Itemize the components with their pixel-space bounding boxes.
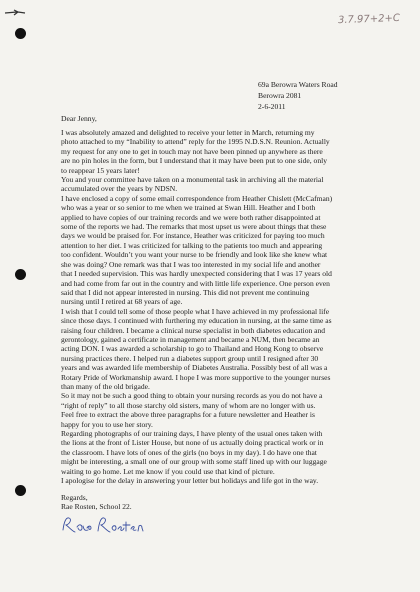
body-line: Feel free to extract the above three paragraphs for a future newsletter and Heather is [61, 410, 315, 420]
body-line: days we would be praised for. For instance, Heather was criticized for paying too much [61, 231, 325, 241]
body-line: than many of the old brigade. [61, 381, 150, 391]
body-line: “right of reply” to all those starchy old sisters, many of whom are no longer with us. [61, 400, 316, 410]
letter-date: 2-6-2011 [258, 102, 286, 111]
body-line: nursing until I retired at 68 years of age. [61, 297, 183, 307]
body-line: the classroom. I have lots of ones of the girls (no boys in my day). I do have one that [61, 447, 317, 457]
body-line: raising four children. I became a clinical nurse specialist in both diabetes education and [61, 325, 326, 335]
handwritten-reference-note: 3.7.97+2+C [337, 12, 401, 27]
body-line: are no pin holes in the form, but I understand that it may have been put to one side, only [61, 156, 327, 166]
punch-hole-middle [15, 269, 26, 280]
closing-regards: Regards, [61, 493, 88, 502]
body-line: who was a year or so senior to me when we trained at Swan Hill. Heather and I both [61, 203, 316, 213]
body-line: since those days. I continued with furthering my education in nursing, at the same time as [61, 316, 332, 326]
closing-name: Rae Rosten, School 22. [61, 502, 132, 512]
body-line: said that I did not appear interested in nursing. This did not prevent me continuing [61, 287, 310, 297]
body-line: photo attached to my “Inability to attend” reply for the 1995 N.D.S.N. Reunion. Actually [61, 137, 330, 147]
body-line: and had come from far out in the country and with little life experience. One person even [61, 278, 330, 288]
address-street: 69a Berowra Waters Road [258, 80, 338, 89]
body-line: I apologise for the delay in answering your letter but holidays and life got in the way. [61, 476, 319, 486]
body-line: too confident. Wouldn’t you want your nurse to be friendly and look like she knew what [61, 250, 328, 260]
body-line: acting DON. I was awarded a scholarship to go to Thailand and Hong Kong to observe [61, 344, 324, 354]
body-line: Rotary Pride of Workmanship award. I hope I was more supportive to the younger nurses [61, 372, 331, 382]
sender-address [258, 79, 338, 112]
body-line: nursing practices there. I helped run a diabetes support group until I resigned after 30 [61, 353, 319, 363]
body-line: to reappear 15 years later! [61, 165, 140, 175]
body-line: some of the reports we had. The remarks that most upset us were about things that these [61, 222, 327, 232]
body-line: I wish that I could tell some of those people what I have achieved in my professional life [61, 306, 330, 316]
body-line: gerontology, gained a certificate in management and became a NUM, then became an [61, 334, 320, 344]
punch-hole-top [15, 28, 26, 39]
letter-body [61, 128, 379, 485]
body-line: might be interesting, a small one of our group with some staff lined up with our luggage [61, 457, 327, 467]
punch-hole-bottom [15, 485, 26, 496]
body-line: So it may not be such a good thing to obtain your nursing records as you do not have a [61, 391, 323, 401]
body-line: she was doing? One remark was that I was too interested in my social life and another [61, 259, 321, 269]
corner-scribble [4, 8, 26, 18]
body-line: years and was awarded life membership of Diabetes Australia. Possibly best of all was a [61, 363, 328, 373]
body-line: attention to her diet. I was criticized for talking to the patients too much and appearing [61, 240, 323, 250]
body-line: waiting to go home. Let me know if you could use that kind of picture. [61, 466, 275, 476]
body-line: accumulated over the years by NDSN. [61, 184, 178, 194]
body-line: applied to have copies of our training records and we were both rather disappointed at [61, 212, 321, 222]
body-line: the lions at the front of Lister House, but none of us actually doing practical work or in [61, 438, 324, 448]
body-line: that I needed supervision. This was hardly unexpected considering that I was 17 years old [61, 269, 332, 279]
closing [61, 493, 132, 512]
body-line: You and your committee have taken on a monumental task in archiving all the material [61, 175, 324, 185]
address-suburb: Berowra 2081 [258, 91, 302, 100]
body-line: happy for you to use her story. [61, 419, 153, 429]
body-line: Regarding photographs of our training days, I have plenty of the usual ones taken with [61, 429, 323, 438]
handwritten-signature [60, 514, 160, 536]
salutation: Dear Jenny, [61, 114, 97, 123]
body-line: I was absolutely amazed and delighted to receive your letter in March, returning my [61, 128, 315, 137]
body-line: my request for any one to get in touch may not have been pinned up anywhere as there [61, 146, 323, 156]
body-line: I have enclosed a copy of some email correspondence from Heather Chislett (McCafman) [61, 193, 333, 203]
